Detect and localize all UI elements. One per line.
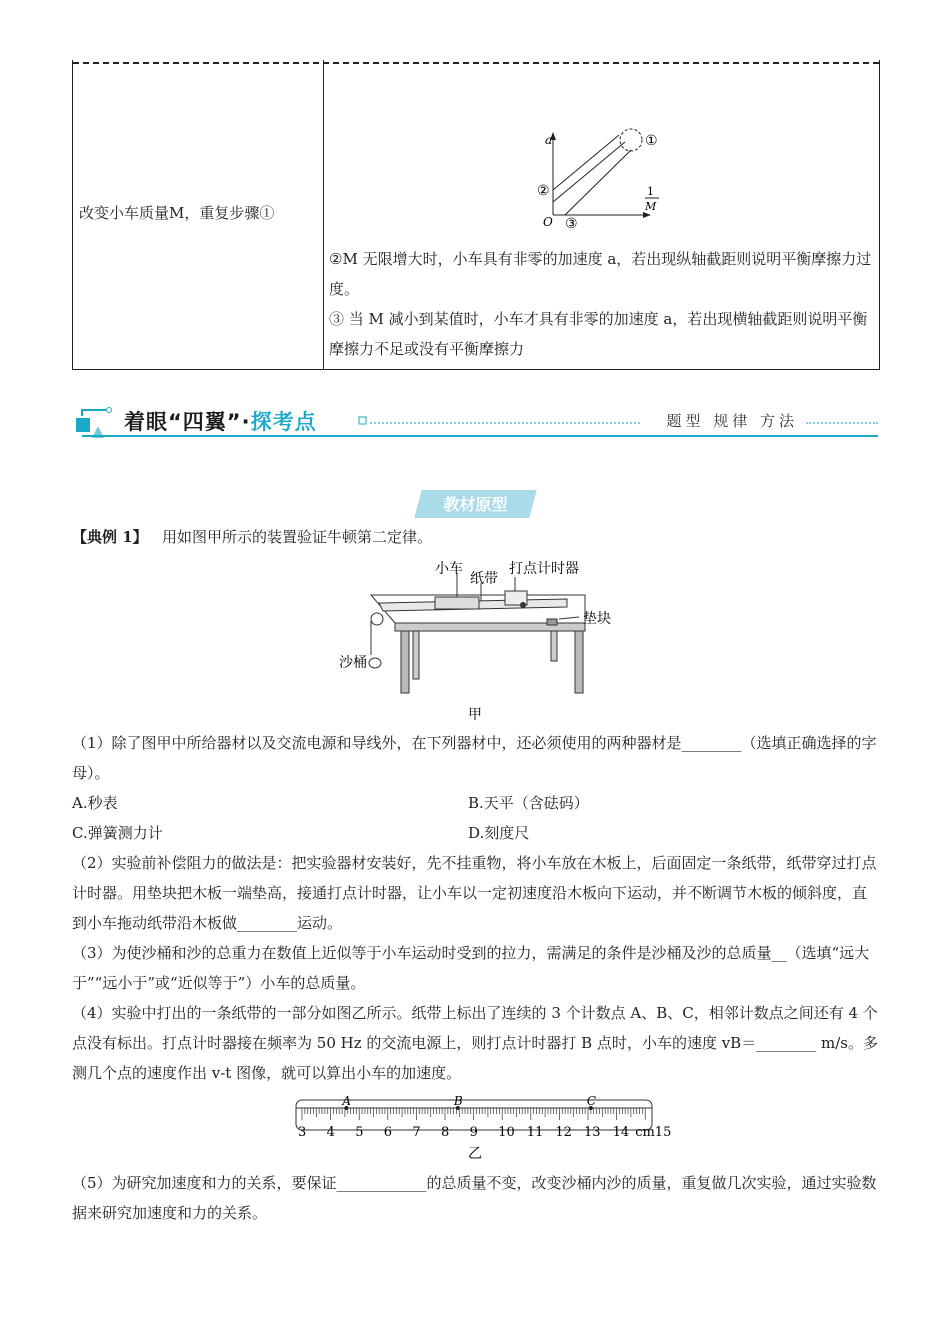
header-underline	[82, 435, 878, 437]
header-square-icon	[358, 416, 368, 426]
graph-mark-3: ③	[565, 216, 578, 232]
table-note-3: ③ 当 M 减小到某值时，小车才具有非零的加速度 a，若出现横轴截距则说明平衡摩擦力不足或没有平衡摩擦力	[329, 310, 868, 358]
ruler-tick-label: 12	[555, 1125, 572, 1140]
graph-mark-1: ①	[645, 133, 658, 149]
question-2: （2）实验前补偿阻力的做法是：把实验器材安装好，先不挂重物，将小车放在木板上，后面固定一条纸带，纸带穿过打点计时器。用垫块把木板一端垫高，接通打点计时器，让小车以一定初速度沿木板向下运动，并不断调节木板的倾斜度，直到小车拖动纸带沿木板做________运动。	[72, 854, 877, 932]
ruler-caption: 乙	[468, 1146, 482, 1162]
question-5: （5）为研究加速度和力的关系，要保证____________的总质量不变，改变沙桶内沙的质量，重复做几次实验，通过实验数据来研究加速度和力的关系。	[72, 1174, 877, 1222]
ruler-tick-label: 14	[612, 1125, 630, 1140]
ruler-tick-label: 3	[298, 1125, 307, 1140]
ruler-point-label: B	[453, 1094, 463, 1108]
header-title: 着眼“四翼”·探考点	[124, 410, 317, 434]
graph-x-label-den: M	[645, 200, 657, 213]
question-4: （4）实验中打出的一条纸带的一部分如图乙所示。纸带上标出了连续的 3 个计数点 A、B、C，相邻计数点之间还有 4 个点没有标出。打点计时器接在频率为 50 Hz 的交流电源上，则打点计时器打 B 点时，小车的速度 vB＝________ m/s。多测几个点的速度作出 v-t 图像，就可以算出小车的加速度。	[72, 1004, 878, 1082]
ruler-tick-label: 11	[526, 1125, 544, 1140]
ruler-tick-label: 8	[441, 1125, 450, 1140]
ruler-figure	[290, 1092, 672, 1162]
option-d: D.刻度尺	[468, 824, 530, 842]
graph-line-lower	[565, 150, 631, 215]
graph-origin: O	[543, 215, 553, 229]
figure-caption-jia: 甲	[468, 707, 482, 723]
ruler-point-label: C	[586, 1094, 597, 1108]
label-timer: 打点计时器	[509, 561, 579, 577]
graph-line-middle	[553, 142, 625, 202]
option-c: C.弹簧测力计	[72, 824, 163, 842]
table-note-2: ②M 无限增大时，小车具有非零的加速度 a，若出现纵轴截距则说明平衡摩擦力过度。	[329, 250, 872, 298]
option-a: A.秒表	[72, 794, 118, 812]
section-banner: 教材原型	[443, 495, 508, 514]
header-subtitle: 题型 规律 方法	[666, 412, 798, 430]
ruler-point-label: A	[342, 1094, 352, 1108]
ruler-tick-label: 13	[584, 1125, 601, 1140]
ruler-tick-label: 10	[498, 1125, 515, 1140]
example-intro: 【典例 1】 用如图甲所示的装置验证牛顿第二定律。	[72, 528, 432, 546]
question-1: （1）除了图甲中所给器材以及交流电源和导线外，在下列器材中，还必须使用的两种器材是________（选填正确选择的字母）。	[72, 734, 877, 782]
table-column-divider	[323, 60, 324, 369]
table-top-dashed-border	[73, 62, 879, 64]
bucket-shape	[369, 658, 381, 668]
graph-mark-2: ②	[537, 183, 550, 199]
header-dotted-line-right	[806, 422, 878, 424]
label-tape: 纸带	[470, 571, 498, 587]
label-bucket: 沙桶	[339, 655, 367, 671]
summary-table	[72, 60, 880, 370]
graph-line-upper	[553, 135, 619, 190]
graph-y-label: a	[545, 133, 553, 147]
pulley-shape	[371, 613, 383, 625]
label-block: 垫块	[583, 611, 611, 627]
ruler-tick-label: 6	[383, 1125, 393, 1140]
ruler-tick-label: 4	[326, 1125, 335, 1140]
block-shape	[547, 619, 557, 625]
section-header	[72, 402, 878, 442]
option-b: B.天平（含砝码）	[468, 794, 589, 812]
apparatus-figure	[335, 555, 625, 725]
ruler-tick-label: cm15	[635, 1125, 672, 1140]
a-vs-inverse-m-graph	[533, 120, 693, 240]
graph-x-label-num: 1	[647, 185, 654, 198]
ruler-tick-label: 5	[355, 1125, 364, 1140]
label-car: 小车	[435, 561, 463, 577]
question-3: （3）为使沙桶和沙的总重力在数值上近似等于小车运动时受到的拉力，需满足的条件是沙桶及沙的总质量__（选填“远大于”“远小于”或“近似等于”）小车的总质量。	[72, 944, 870, 992]
ruler-tick-label: 7	[412, 1125, 421, 1140]
ruler-tick-label: 9	[469, 1125, 478, 1140]
car-shape	[435, 597, 479, 609]
table-left-cell: 改变小车质量M，重复步骤①	[79, 204, 275, 222]
graph-curve-circle	[620, 129, 642, 151]
header-dotted-line	[370, 422, 640, 424]
